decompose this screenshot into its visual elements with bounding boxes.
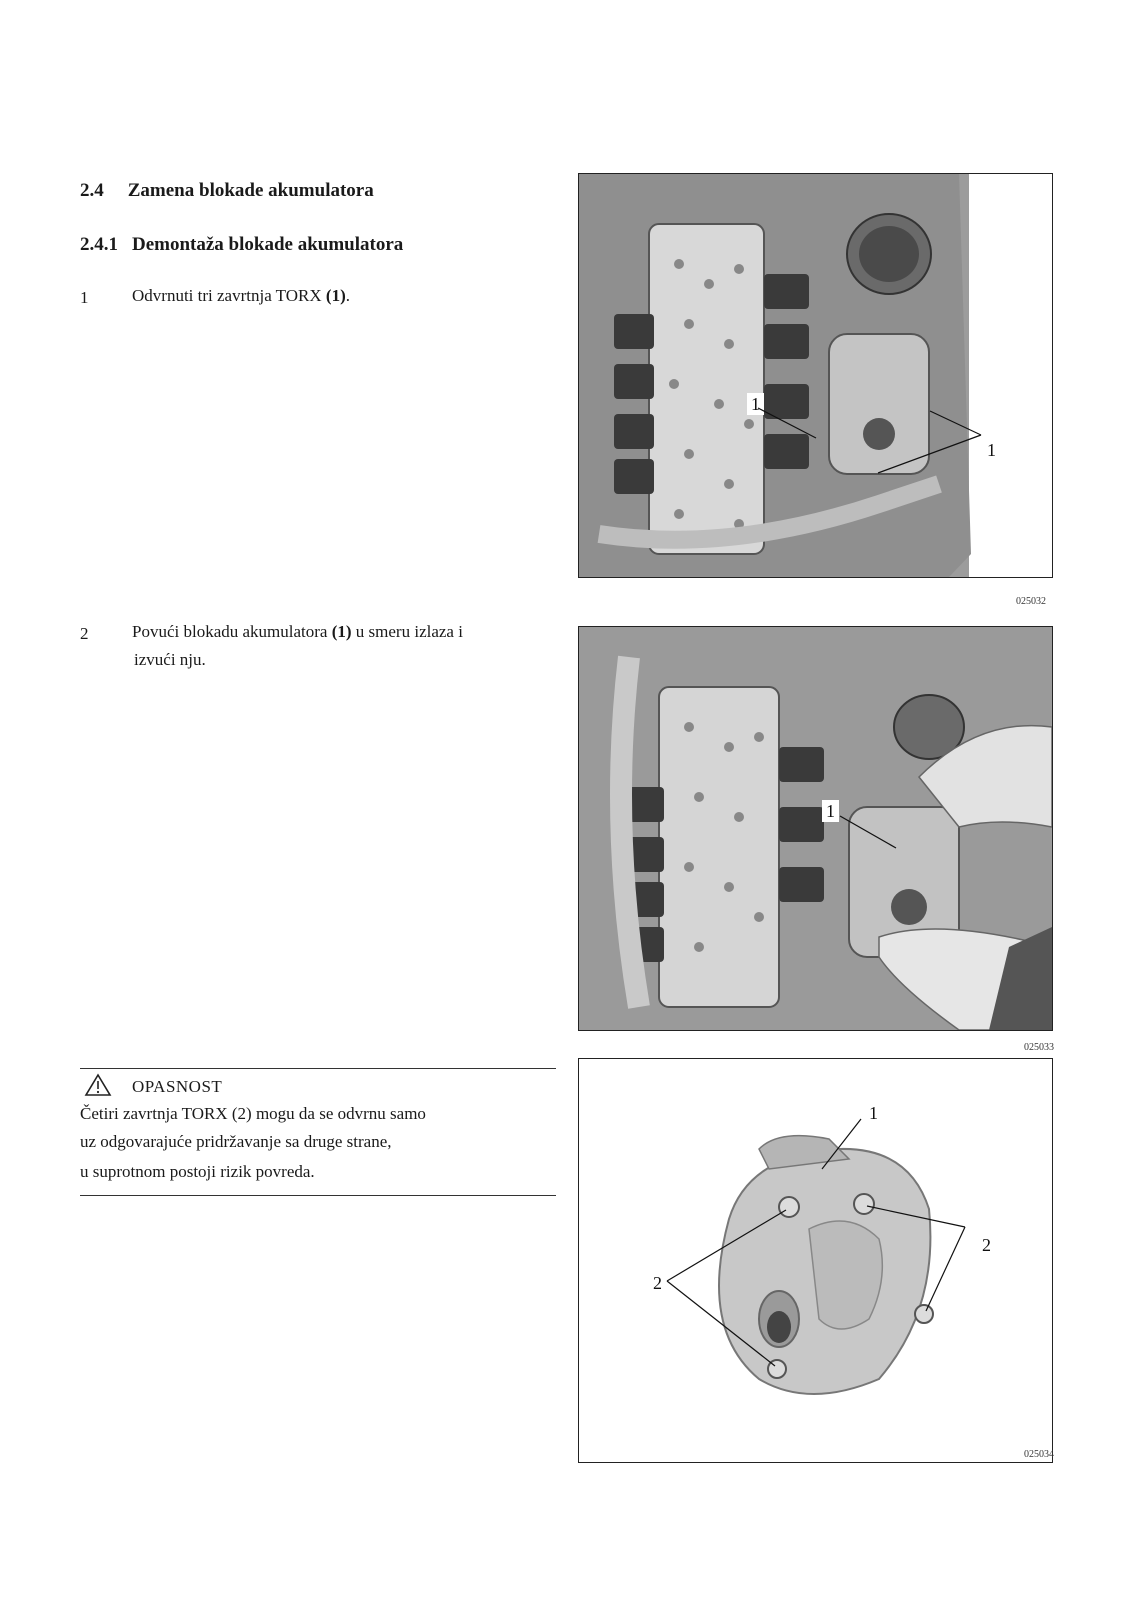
warning-line: u suprotnom postoji rizik povreda. — [80, 1162, 315, 1181]
step-number: 1 — [80, 288, 89, 307]
subsection-title: Demontaža blokade akumulatora — [132, 234, 404, 255]
figure-leader-lines — [578, 626, 1051, 1029]
step-ref: (1) — [325, 286, 346, 305]
figure-callout: 2 — [982, 1235, 991, 1255]
step-text-part: Povući blokadu akumulatora — [132, 622, 332, 641]
figure-id: 025032 — [1016, 596, 1046, 607]
step-ref: (1) — [331, 622, 352, 641]
figure-photo-lock-part — [578, 1058, 1053, 1463]
step-text-part: . — [345, 286, 350, 305]
subsection-heading — [80, 234, 403, 256]
figure-callout: 1 — [747, 393, 764, 415]
section-number: 2.4 — [80, 180, 104, 201]
step-text — [132, 618, 463, 646]
section-title: Zamena blokade akumulatora — [127, 180, 374, 201]
step-text-part: Odvrnuti tri zavrtnja TORX — [132, 286, 326, 305]
warning-top-rule — [80, 1068, 556, 1069]
subsection-number: 2.4.1 — [80, 234, 118, 255]
section-heading — [80, 180, 374, 202]
figure-callout: 1 — [822, 800, 839, 822]
warning-bottom-rule — [80, 1195, 556, 1196]
step-number: 2 — [80, 624, 89, 643]
warning-line: uz odgovarajuće pridržavanje sa druge strane, — [80, 1132, 392, 1151]
figure-leader-lines — [578, 173, 1051, 576]
figure-callout: 1 — [987, 440, 996, 460]
step-text — [132, 282, 350, 310]
warning-heading: OPASNOST — [132, 1077, 223, 1096]
figure-callout: 1 — [869, 1103, 878, 1123]
figure-callout: 2 — [653, 1273, 662, 1293]
figure-id: 025034 — [1024, 1449, 1054, 1460]
warning-line: Četiri zavrtnja TORX (2) mogu da se odvrnu samo — [80, 1104, 426, 1123]
figure-id: 025033 — [1024, 1042, 1054, 1053]
warning-triangle-icon — [84, 1073, 112, 1097]
step-text-line2: izvući nju. — [134, 650, 206, 669]
step-text-part: u smeru izlaza i — [351, 622, 463, 641]
